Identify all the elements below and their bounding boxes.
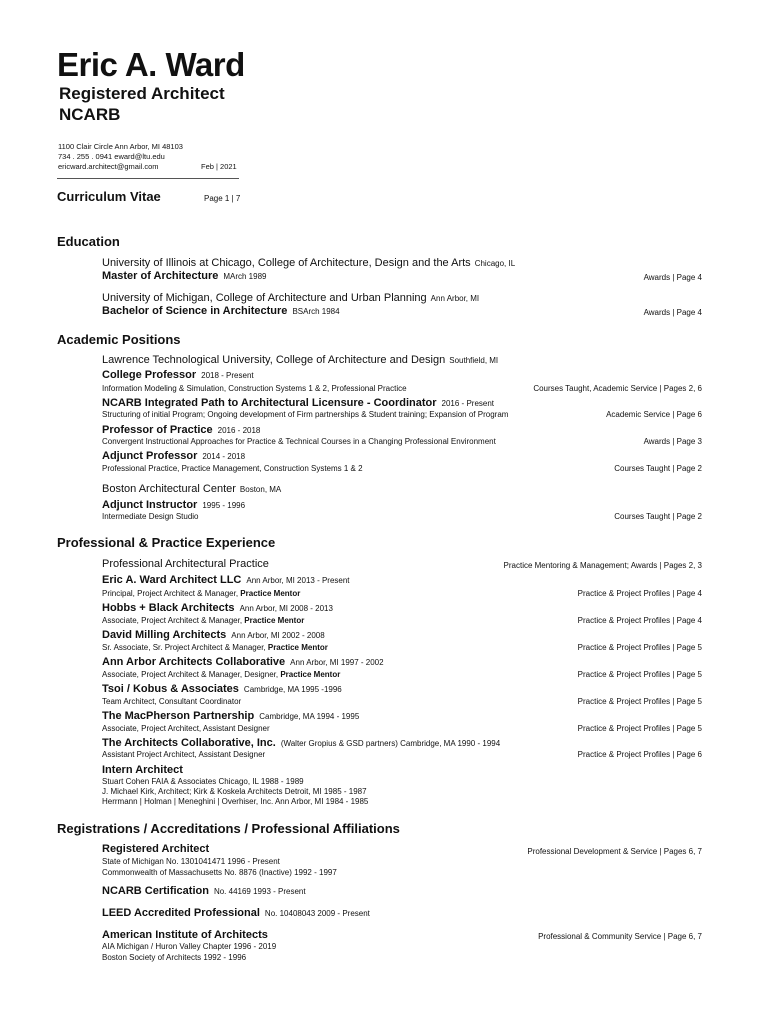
education-degree: [102, 305, 340, 317]
education-institution: [102, 257, 515, 269]
candidate-name: Eric A. Ward: [57, 46, 245, 83]
position-title: [102, 424, 260, 436]
firm-role-text: Principal, Project Architect & Manager,: [102, 589, 241, 598]
position-description: Convergent Instructional Approaches for Practice & Technical Courses in a Changing Professional Environment: [102, 437, 496, 446]
position-description: Professional Practice, Practice Management, Construction Systems 1 & 2: [102, 464, 363, 473]
institution-name: Boston Architectural Center: [102, 483, 236, 495]
position-title: [102, 397, 494, 409]
role-name: Professor of Practice: [102, 424, 213, 436]
firm-role-text: Sr. Associate, Sr. Project Architect & Manager,: [102, 643, 268, 652]
practice-subheading: Professional Architectural Practice: [102, 558, 269, 570]
firm-role: [102, 616, 304, 625]
candidate-certification: NCARB: [59, 105, 121, 124]
position-title: [102, 450, 245, 462]
position-description: Structuring of initial Program; Ongoing development of Firm partnerships & Student training; Expansion of Program: [102, 410, 509, 419]
firm-role: [102, 643, 328, 652]
affiliation-entry: AIA Michigan / Huron Valley Chapter 1996 - 2019: [102, 942, 277, 951]
firm-role: [102, 589, 300, 598]
cross-reference: Practice & Project Profiles | Page 4: [577, 616, 702, 625]
firm-name: [102, 737, 500, 749]
cross-reference: Professional Development & Service | Pages 6, 7: [527, 847, 702, 856]
affiliation-title: American Institute of Architects: [102, 929, 268, 941]
firm-meta: Cambridge, MA 1994 - 1995: [259, 712, 360, 721]
firm-role-text: Associate, Project Architect & Manager, Designer,: [102, 670, 281, 679]
cv-title: Curriculum Vitae: [57, 189, 161, 204]
intern-title: Intern Architect: [102, 764, 183, 776]
role-meta: 2018 - Present: [201, 371, 254, 380]
firm-meta: Ann Arbor, MI 1997 - 2002: [290, 658, 384, 667]
firm-meta: (Walter Gropius & GSD partners) Cambridge, MA 1990 - 1994: [280, 739, 501, 748]
institution-location: Ann Arbor, MI: [430, 294, 480, 303]
academic-institution: [102, 354, 498, 366]
role-meta: 2016 - Present: [441, 399, 495, 408]
cross-reference: Practice & Project Profiles | Page 5: [577, 697, 702, 706]
firm-name: [102, 683, 342, 695]
cross-reference: Courses Taught | Page 2: [614, 512, 702, 521]
contact-phone-email: 734 . 255 . 0941 eward@ltu.edu: [58, 152, 165, 161]
cross-reference: Awards | Page 4: [643, 273, 702, 282]
accreditation-name: LEED Accredited Professional: [102, 907, 260, 919]
accreditation-title: [102, 907, 370, 919]
cross-reference: Practice & Project Profiles | Page 5: [577, 724, 702, 733]
page-number: Page 1 | 7: [204, 194, 241, 203]
firm-meta: Ann Arbor, MI 2002 - 2008: [231, 631, 325, 640]
institution-name: University of Illinois at Chicago, College of Architecture, Design and the Arts: [102, 257, 471, 269]
certification-name: NCARB Certification: [102, 885, 209, 897]
institution-location: Southfield, MI: [449, 356, 499, 365]
firm-name: [102, 574, 350, 586]
candidate-title: Registered Architect: [59, 84, 225, 103]
firm-title: Hobbs + Black Architects: [102, 602, 235, 614]
firm-title: The MacPherson Partnership: [102, 710, 255, 722]
degree-meta: BSArch 1984: [292, 307, 340, 316]
education-degree: [102, 270, 266, 282]
cross-reference: Courses Taught, Academic Service | Pages 2, 6: [533, 384, 702, 393]
institution-name: University of Michigan, College of Architecture and Urban Planning: [102, 292, 427, 304]
degree-meta: MArch 1989: [223, 272, 267, 281]
degree-name: Master of Architecture: [102, 270, 219, 282]
firm-role-text: Assistant Project Architect, Assistant Designer: [102, 750, 266, 759]
firm-title: The Architects Collaborative, Inc.: [102, 737, 276, 749]
position-title: [102, 499, 245, 511]
firm-title: David Milling Architects: [102, 629, 227, 641]
section-heading-academic: Academic Positions: [57, 332, 181, 347]
registration-entry: Commonwealth of Massachusetts No. 8876 (Inactive) 1992 - 1997: [102, 868, 337, 877]
accreditation-meta: No. 10408043 2009 - Present: [264, 909, 370, 918]
position-description: Information Modeling & Simulation, Construction Systems 1 & 2, Professional Practice: [102, 384, 407, 393]
role-meta: 1995 - 1996: [202, 501, 246, 510]
firm-title: Eric A. Ward Architect LLC: [102, 574, 242, 586]
firm-name: [102, 710, 359, 722]
registration-entry: State of Michigan No. 1301041471 1996 - Present: [102, 857, 280, 866]
firm-meta: Cambridge, MA 1995 -1996: [243, 685, 342, 694]
cross-reference: Practice & Project Profiles | Page 6: [577, 750, 702, 759]
firm-role-highlight: Practice Mentor: [267, 643, 328, 652]
firm-role-highlight: Practice Mentor: [280, 670, 341, 679]
firm-meta: Ann Arbor, MI 2008 - 2013: [239, 604, 333, 613]
position-title: [102, 369, 254, 381]
firm-role-highlight: Practice Mentor: [240, 589, 301, 598]
cross-reference: Awards | Page 3: [643, 437, 702, 446]
section-heading-registrations: Registrations / Accreditations / Professional Affiliations: [57, 821, 400, 836]
education-institution: [102, 292, 479, 304]
cross-reference: Academic Service | Page 6: [606, 410, 702, 419]
affiliation-entry: Boston Society of Architects 1992 - 1996: [102, 953, 247, 962]
role-name: Adjunct Instructor: [102, 499, 198, 511]
firm-title: Ann Arbor Architects Collaborative: [102, 656, 286, 668]
firm-name: [102, 629, 325, 641]
contact-personal-email: ericward.architect@gmail.com: [58, 162, 159, 171]
intern-entry: J. Michael Kirk, Architect; Kirk & Koskela Architects Detroit, MI 1985 - 1987: [102, 787, 367, 796]
firm-role: [102, 670, 340, 679]
firm-role-highlight: Practice Mentor: [244, 616, 305, 625]
role-name: Adjunct Professor: [102, 450, 198, 462]
role-name: College Professor: [102, 369, 197, 381]
intern-entry: Stuart Cohen FAIA & Associates Chicago, IL 1988 - 1989: [102, 777, 304, 786]
section-heading-professional: Professional & Practice Experience: [57, 535, 276, 550]
cross-reference: Courses Taught | Page 2: [614, 464, 702, 473]
cross-reference: Practice Mentoring & Management; Awards | Pages 2, 3: [503, 561, 702, 570]
document-date: Feb | 2021: [201, 162, 237, 171]
institution-name: Lawrence Technological University, College of Architecture and Design: [102, 354, 446, 366]
firm-role: [102, 724, 270, 733]
cross-reference: Practice & Project Profiles | Page 5: [577, 643, 702, 652]
firm-role-text: Team Architect, Consultant Coordinator: [102, 697, 242, 706]
institution-location: Chicago, IL: [474, 259, 516, 268]
firm-name: [102, 656, 384, 668]
cross-reference: Professional & Community Service | Page 6, 7: [538, 932, 702, 941]
certification-title: [102, 885, 306, 897]
certification-meta: No. 44169 1993 - Present: [213, 887, 306, 896]
firm-meta: Ann Arbor, MI 2013 - Present: [246, 576, 350, 585]
intern-entry: Herrmann | Holman | Meneghini | Overhiser, Inc. Ann Arbor, MI 1984 - 1985: [102, 797, 369, 806]
role-name: NCARB Integrated Path to Architectural Licensure - Coordinator: [102, 397, 437, 409]
cross-reference: Practice & Project Profiles | Page 5: [577, 670, 702, 679]
firm-role: [102, 750, 265, 759]
firm-title: Tsoi / Kobus & Associates: [102, 683, 239, 695]
academic-institution: [102, 483, 281, 495]
cross-reference: Awards | Page 4: [643, 308, 702, 317]
position-description: Intermediate Design Studio: [102, 512, 199, 521]
header-divider: [57, 178, 239, 179]
institution-location: Boston, MA: [239, 485, 282, 494]
firm-name: [102, 602, 333, 614]
contact-address: 1100 Clair Circle Ann Arbor, MI 48103: [58, 142, 183, 151]
role-meta: 2014 - 2018: [202, 452, 246, 461]
section-heading-education: Education: [57, 234, 120, 249]
firm-role-text: Associate, Project Architect, Assistant Designer: [102, 724, 270, 733]
cross-reference: Practice & Project Profiles | Page 4: [577, 589, 702, 598]
registration-title: Registered Architect: [102, 843, 210, 855]
role-meta: 2016 - 2018: [217, 426, 261, 435]
firm-role-text: Associate, Project Architect & Manager,: [102, 616, 245, 625]
degree-name: Bachelor of Science in Architecture: [102, 305, 288, 317]
firm-role: [102, 697, 241, 706]
